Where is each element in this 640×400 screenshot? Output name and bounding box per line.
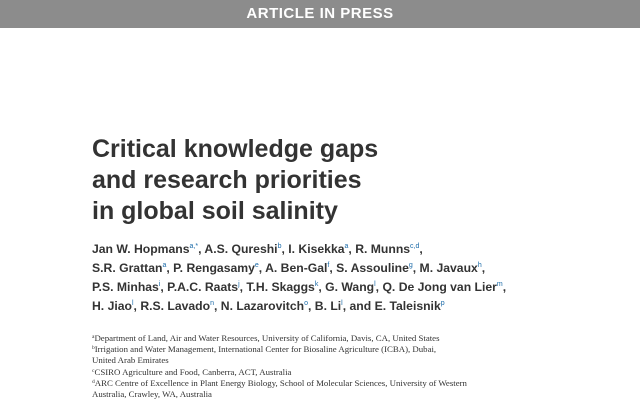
- author-line: [92, 240, 632, 259]
- author-name[interactable]: S. Assouline: [336, 261, 409, 275]
- author-list: [92, 240, 632, 316]
- author-name[interactable]: P.S. Minhas: [92, 280, 159, 294]
- author-affiliation-marker[interactable]: c,d: [410, 243, 420, 250]
- title-line: in global soil salinity: [92, 197, 338, 225]
- affiliation-text: Irrigation and Water Management, International Center for Biosaline Agriculture (ICBA), Dubai,: [94, 344, 437, 355]
- author-affiliation-marker[interactable]: k: [314, 281, 319, 288]
- author-affiliation-marker[interactable]: l: [131, 300, 134, 307]
- author-affiliation-marker[interactable]: a,*: [189, 243, 199, 250]
- author-separator: ,: [348, 242, 356, 256]
- author-name[interactable]: A.S. Qureshi: [204, 242, 278, 256]
- author-name[interactable]: Jan W. Hopmans: [92, 242, 190, 256]
- article-title: [92, 134, 522, 227]
- author-name[interactable]: I. Kisekka: [288, 242, 345, 256]
- article-in-press-banner: ARTICLE IN PRESS: [0, 0, 640, 28]
- author-name[interactable]: M. Javaux: [419, 261, 478, 275]
- author-separator: ,: [412, 261, 420, 275]
- author-separator: ,: [213, 299, 221, 313]
- author-separator: ,: [375, 280, 383, 294]
- author-separator: ,: [133, 299, 141, 313]
- title-line: Critical knowledge gaps: [92, 135, 379, 163]
- author-separator: ,: [198, 242, 205, 256]
- author-affiliation-marker[interactable]: m: [496, 281, 503, 288]
- author-separator: ,: [307, 299, 315, 313]
- author-separator: ,: [160, 280, 168, 294]
- author-separator: ,: [166, 261, 174, 275]
- author-name[interactable]: Q. De Jong van Lier: [382, 280, 497, 294]
- author-name[interactable]: R.S. Lavado: [140, 299, 211, 313]
- author-name[interactable]: E. Taleisnik: [374, 299, 441, 313]
- author-name[interactable]: A. Ben-Gal: [265, 261, 328, 275]
- affiliation-line: [92, 344, 612, 355]
- author-separator: ,: [318, 280, 326, 294]
- author-affiliation-marker[interactable]: h: [477, 262, 482, 269]
- affiliation-marker: a: [92, 334, 95, 340]
- affiliation-text: CSIRO Agriculture and Food, Canberra, ACT, Australia: [94, 366, 292, 377]
- affiliation-marker: b: [92, 345, 95, 352]
- author-separator: , and: [342, 299, 375, 313]
- affiliation-text: ARC Centre of Excellence in Plant Energy Biology, School of Molecular Sciences, University of Western: [94, 377, 467, 388]
- author-name[interactable]: B. Li: [314, 299, 342, 313]
- author-separator: ,: [239, 280, 247, 294]
- affiliation-text: Department of Land, Air and Water Resources, University of California, Davis, CA, United States: [94, 333, 440, 343]
- affiliation-line: [92, 367, 612, 378]
- author-separator: ,: [329, 261, 337, 275]
- author-name[interactable]: P.A.C. Raats: [167, 280, 239, 294]
- affiliation-line: [92, 355, 612, 366]
- author-name[interactable]: S.R. Grattan: [92, 261, 163, 275]
- author-line: [92, 259, 632, 278]
- author-affiliation-marker[interactable]: f: [327, 262, 330, 269]
- author-affiliation-marker[interactable]: i: [158, 281, 161, 288]
- author-name[interactable]: T.H. Skaggs: [246, 280, 315, 294]
- author-name[interactable]: P. Rengasamy: [173, 261, 255, 275]
- author-name[interactable]: N. Lazarovitch: [220, 299, 305, 313]
- affiliation-line: [92, 389, 612, 400]
- author-affiliation-marker[interactable]: n: [210, 300, 214, 307]
- author-name[interactable]: G. Wang: [325, 280, 375, 294]
- author-name[interactable]: H. Jiao: [92, 299, 132, 313]
- author-separator: ,: [481, 261, 486, 275]
- author-separator: ,: [258, 261, 266, 275]
- author-separator: ,: [419, 242, 423, 256]
- author-affiliation-marker[interactable]: o: [304, 300, 308, 307]
- author-affiliation-marker[interactable]: j: [238, 281, 240, 288]
- author-separator: ,: [502, 280, 507, 294]
- author-affiliation-marker[interactable]: l: [341, 300, 343, 307]
- author-line: [92, 278, 632, 297]
- affiliation-text: Australia, Crawley, WA, Australia: [92, 389, 212, 400]
- affiliation-text: United Arab Emirates: [92, 355, 169, 366]
- affiliation-marker: c: [92, 367, 95, 374]
- author-affiliation-marker[interactable]: g: [408, 262, 413, 269]
- author-affiliation-marker[interactable]: a: [162, 262, 167, 269]
- affiliation-line: [92, 378, 612, 389]
- affiliation-marker: d: [92, 378, 95, 385]
- author-affiliation-marker[interactable]: b: [277, 243, 282, 250]
- author-affiliation-marker[interactable]: a: [344, 243, 349, 250]
- author-name[interactable]: R. Munns: [355, 242, 411, 256]
- author-affiliation-marker[interactable]: l: [374, 281, 376, 288]
- affiliation-list: [92, 333, 612, 400]
- author-affiliation-marker[interactable]: e: [254, 262, 259, 269]
- author-affiliation-marker[interactable]: p: [440, 300, 445, 307]
- author-separator: ,: [281, 242, 289, 256]
- author-line: [92, 297, 632, 316]
- title-line: and research priorities: [92, 166, 362, 194]
- affiliation-line: [92, 333, 612, 344]
